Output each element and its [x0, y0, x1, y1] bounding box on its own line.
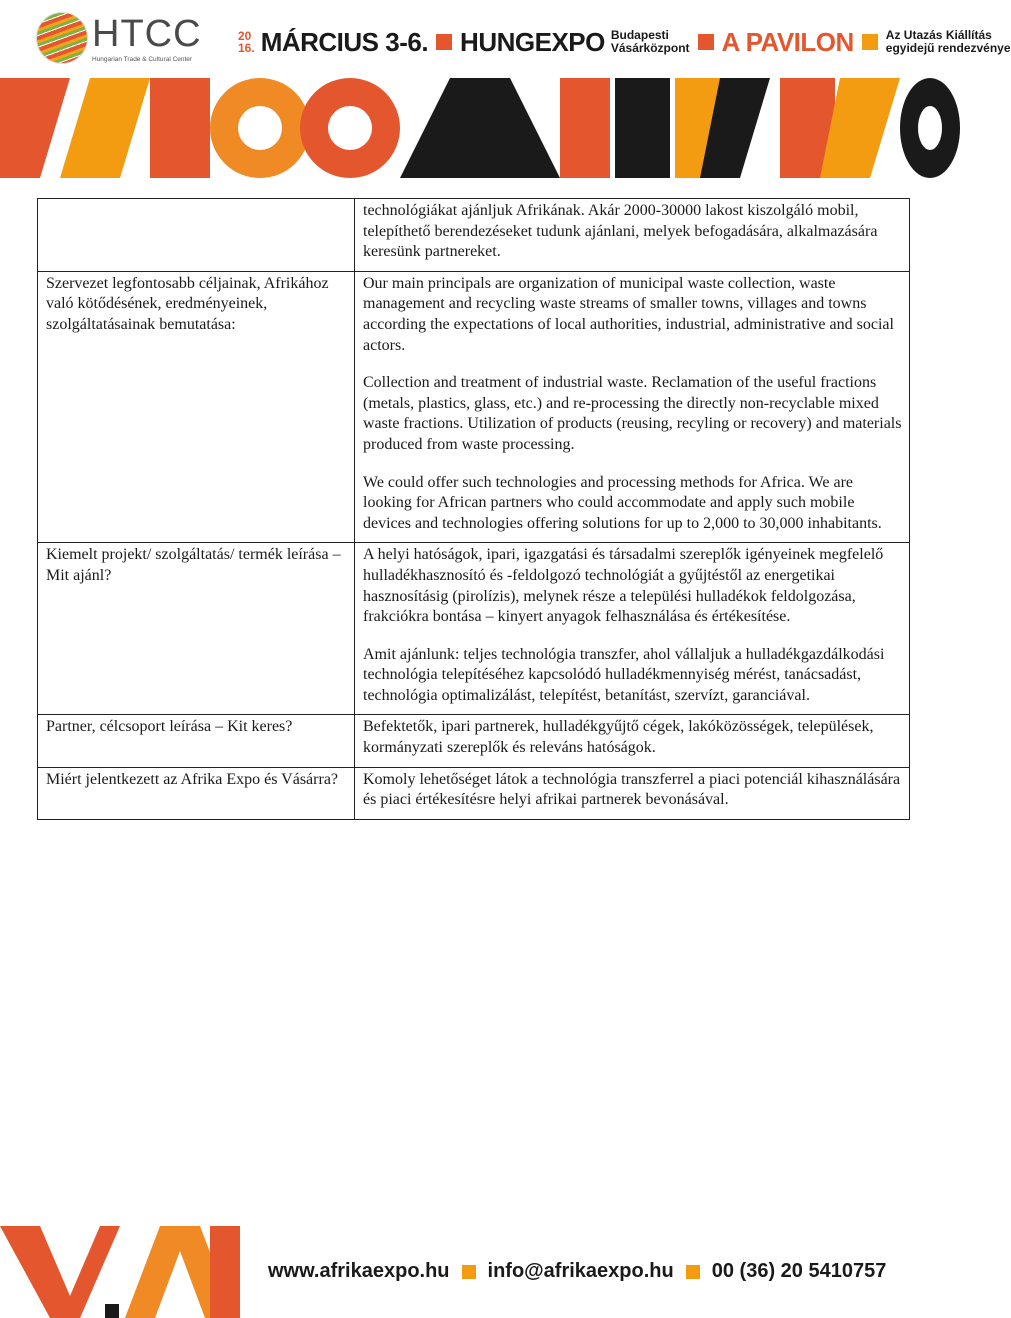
table-row — [38, 767, 910, 819]
htcc-logo-subtitle: Hungarian Trade & Cultural Center — [92, 56, 193, 63]
page-footer — [0, 1226, 960, 1318]
table-row — [38, 543, 910, 715]
table-value-cell — [355, 543, 910, 715]
footer-email[interactable]: info@afrikaexpo.hu — [487, 1260, 674, 1282]
table-label-cell: Szervezet legfontosabb céljainak, Afrikához való kötődésének, eredményeinek, szolgáltatásainak bemutatása: — [38, 271, 355, 543]
cell-paragraph: Komoly lehetőséget látok a technológia transzferrel a piaci potenciál kihasználására és piaci értékesítésre helyi afrikai partnerek bevonásával. — [363, 770, 901, 809]
afrika-expo-banner — [0, 78, 960, 178]
table-label-cell: Kiemelt projekt/ szolgáltatás/ termék leírása – Mit ajánl? — [38, 543, 355, 715]
event-year: 20 16. — [238, 29, 255, 55]
afrika-expo-banner-graphic — [0, 78, 960, 178]
profile-table — [37, 198, 910, 820]
table-row — [38, 271, 910, 543]
cell-paragraph: Befektetők, ipari partnerek, hulladékgyűjtő cégek, lakóközösségek, települések, kormányzati szereplők és releváns hatóságok. — [363, 718, 874, 757]
event-tagline: Az Utazás Kiállítás egyidejű rendezvénye — [885, 28, 1011, 55]
cell-paragraph: technológiákat ajánljuk Afrikának. Akár 2000-30000 lakost kiszolgáló mobil, telepíthető berendezéseket tudunk ajánlani, melyek befogadására, alkalmazására keresünk partnereket. — [363, 202, 878, 261]
event-city: Budapesti Vásárközpont — [610, 28, 690, 55]
footer-website[interactable]: www.afrikaexpo.hu — [268, 1260, 450, 1282]
cell-paragraph: Collection and treatment of industrial waste. Reclamation of the useful fractions (metals, plastics, glass, etc.) and re-processing the directly non-recyclable mixed waste fractions. Utilization of products (reusing, recyling or recovery) and materials produced from waste processing. — [363, 374, 902, 453]
htcc-logo: HTCC — [92, 13, 202, 55]
table-value-cell — [355, 715, 910, 767]
event-venue: HUNGEXPO — [460, 26, 605, 57]
vae-logo — [0, 1226, 250, 1318]
cell-paragraph: Amit ajánlunk: teljes technológia transzfer, ahol vállaljuk a hulladékgazdálkodási technológia telepítéséhez kapcsolódó hulladékmennyiség mérést, tanácsadást, technológia optimalizálást, telepítést, betanítást, szervízt, garanciával. — [363, 645, 885, 704]
cell-paragraph: Our main principals are organization of municipal waste collection, waste management and recycling waste streams of smaller towns, villages and towns according the expectations of local authorities, industrial, administrative and social actors. — [363, 274, 894, 354]
table-row — [38, 715, 910, 767]
square-separator-icon — [436, 34, 452, 50]
table-value-cell — [355, 199, 910, 272]
footer-contact — [268, 1260, 886, 1283]
table-value-cell — [355, 767, 910, 819]
square-separator-icon — [698, 34, 714, 50]
table-label-cell — [38, 199, 355, 272]
square-separator-icon — [686, 1265, 700, 1279]
table-row — [38, 199, 910, 272]
cell-paragraph: We could offer such technologies and processing methods for Africa. We are looking for African partners who could accommodate and apply such mobile devices and technologies offering solutions for up to 2,000 to 30,000 inhabitants. — [363, 473, 882, 532]
event-date: MÁRCIUS 3-6. — [260, 26, 429, 57]
cell-paragraph: A helyi hatóságok, ipari, igazgatási és társadalmi szereplők igényeinek megfelelő hulladékhasznosító és -feldolgozó technológiát a gyűjtéstől az energetikai hasznosításig (pirolízis), melynek része a települési hulladékok feldolgozása, frakciókra bontása – kinyert anyagok felhasználása és értékesítése. — [363, 546, 884, 626]
htcc-globe-icon — [36, 12, 88, 64]
event-info — [238, 22, 1011, 62]
event-pavilion: A PAVILON — [721, 26, 854, 57]
footer-phone: 00 (36) 20 5410757 — [711, 1260, 887, 1282]
table-label-cell: Miért jelentkezett az Afrika Expo és Vásárra? — [38, 767, 355, 819]
page-header — [0, 0, 1011, 78]
square-separator-icon — [462, 1265, 476, 1279]
table-label-cell: Partner, célcsoport leírása – Kit keres? — [38, 715, 355, 767]
table-value-cell — [355, 271, 910, 543]
square-separator-icon — [862, 34, 878, 50]
